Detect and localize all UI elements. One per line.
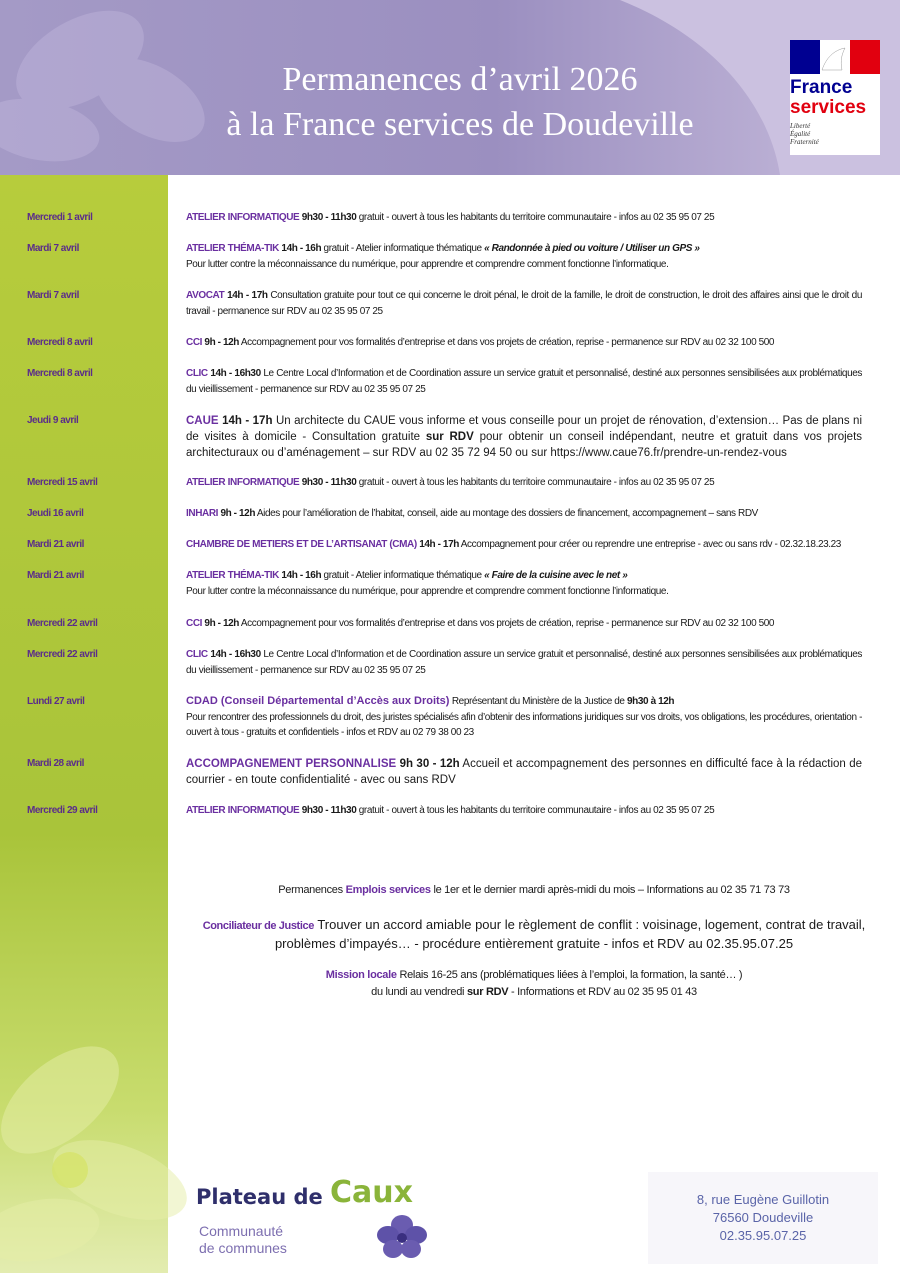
- emplois-prefix: Permanences: [278, 884, 343, 896]
- mission-locale-info: [168, 967, 900, 1001]
- schedule-org: ACCOMPAGNEMENT PERSONNALISE: [186, 758, 397, 770]
- motto-fraternite: Fraternité: [790, 138, 819, 146]
- logo-de-communes: de communes: [199, 1240, 287, 1256]
- schedule-org: ATELIER INFORMATIQUE: [186, 805, 300, 816]
- schedule-description: [186, 568, 862, 599]
- schedule-description: [186, 366, 862, 397]
- schedule-description: [186, 241, 862, 272]
- mission-line2-b: - Informations et RDV au 02 35 95 01 43: [511, 986, 697, 998]
- services-word: services: [790, 97, 867, 118]
- schedule-description: [186, 506, 862, 522]
- schedule-text: Accompagnement pour vos formalités d’entreprise et dans vos projets de création, reprise - permanence sur RDV au 02 32 100 500: [240, 337, 775, 348]
- schedule-time: 9h - 12h: [204, 337, 240, 348]
- schedule-text: Le Centre Local d’Information et de Coordination assure un service gratuit et personnalisé, destiné aux personnes sensibilisées aux problématiques du vieillissement - permanence sur RDV au 02 35 95 07 25: [186, 368, 862, 395]
- schedule-description: [186, 647, 862, 678]
- page-title-line2: à la France services de Doudeville: [226, 106, 694, 143]
- schedule-text: Aides pour l’amélioration de l’habitat, conseil, aide au montage des dossiers de financement, accompagnement – sans RDV: [256, 508, 758, 519]
- schedule-text: Accompagnement pour créer ou reprendre une entreprise - avec ou sans rdv - 02.32.18.23.23: [460, 539, 841, 550]
- schedule-time: 9h30 - 11h30: [301, 477, 357, 488]
- schedule-time: 14h - 16h30: [210, 368, 261, 379]
- schedule-time: 9h 30 - 12h: [399, 758, 460, 770]
- schedule-description: [186, 803, 862, 819]
- schedule-theme: « Faire de la cuisine avec le net »: [484, 570, 628, 581]
- schedule-org: ATELIER INFORMATIQUE: [186, 212, 300, 223]
- address-street: 8, rue Eugène Guillotin: [696, 1192, 830, 1207]
- logo-communaute: Communauté: [199, 1223, 284, 1239]
- schedule-date: Mercredi 1 avril: [27, 212, 93, 223]
- logo-plateau-de: Plateau de: [196, 1185, 323, 1209]
- schedule-theme: « Randonnée à pied ou voiture / Utiliser un GPS »: [484, 243, 700, 254]
- schedule-description: [186, 537, 862, 553]
- schedule-description: [186, 210, 862, 226]
- conciliateur-line2: problèmes d’impayés… - procédure entièrement gratuite - infos et RDV au 02.35.95.07.25: [274, 936, 794, 951]
- schedule-date: Mercredi 29 avril: [27, 805, 98, 816]
- schedule-text-continued: pour obtenir un conseil indépendant, neutre et gratuit dans vos projets architecturaux ou d’aménagement – sur RDV au 02 35 72 94 50 ou sur https://www.caue76.fr/prendre-un-rendez-vous: [186, 431, 863, 459]
- schedule-time: 14h - 16h30: [210, 649, 261, 660]
- republic-motto: [790, 122, 880, 146]
- schedule-date: Mardi 21 avril: [27, 539, 84, 550]
- schedule-date: Jeudi 9 avril: [27, 415, 79, 426]
- schedule-description: [186, 616, 862, 632]
- schedule-date: Mardi 7 avril: [27, 290, 79, 301]
- schedule-text: Accompagnement pour vos formalités d’entreprise et dans vos projets de création, reprise - permanence sur RDV au 02 32 100 500: [240, 618, 775, 629]
- schedule-org: CDAD (Conseil Départemental d’Accès aux Droits): [186, 695, 450, 707]
- emplois-org: Emplois services: [345, 884, 431, 896]
- schedule-text: gratuit - Atelier informatique thématique: [323, 243, 482, 254]
- mission-org: Mission locale: [325, 969, 397, 981]
- schedule-description: [186, 288, 862, 319]
- schedule-time: 14h - 17h: [222, 415, 273, 427]
- schedule-time: 14h - 16h: [281, 570, 322, 581]
- schedule-time: 9h30 - 11h30: [301, 805, 357, 816]
- schedule-text: gratuit - Atelier informatique thématique: [323, 570, 482, 581]
- schedule-org: CHAMBRE DE METIERS ET DE L’ARTISANAT (CMA): [186, 539, 417, 550]
- schedule-text: gratuit - ouvert à tous les habitants du territoire communautaire - infos au 02 35 95 07 25: [358, 477, 715, 488]
- schedule-line2: Pour lutter contre la méconnaissance du numérique, pour apprendre et comprendre comment fonctionne l’informatique.: [186, 585, 669, 597]
- schedule-description: [186, 335, 862, 351]
- schedule-date: Mardi 21 avril: [27, 570, 84, 581]
- schedule-time: 14h - 17h: [227, 290, 268, 301]
- france-word: France: [790, 77, 853, 98]
- france-services-logo: [790, 40, 880, 155]
- schedule-date: Mercredi 22 avril: [27, 649, 98, 660]
- schedule-org: CCI: [186, 337, 203, 348]
- schedule-org: ATELIER INFORMATIQUE: [186, 477, 300, 488]
- schedule-time: 14h - 16h: [281, 243, 322, 254]
- mission-line2-a: du lundi au vendredi: [371, 986, 465, 998]
- schedule-time: 9h - 12h: [220, 508, 256, 519]
- schedule-date: Mardi 28 avril: [27, 758, 84, 769]
- motto-egalite: Égalité: [790, 130, 811, 138]
- schedule-text: Consultation gratuite pour tout ce qui concerne le droit pénal, le droit de la famille, le droit de construction, le droit des affaires ainsi que le droit du travail - permanence sur RDV au 02 35 95 07 25: [186, 290, 862, 317]
- schedule-text: Un architecte du CAUE vous informe et vous conseille pour un projet de rénovation, d’extension… Pas de plans ni de visites à domicile - Consultation gratuite: [186, 415, 863, 443]
- schedule-date: Mercredi 8 avril: [27, 337, 93, 348]
- marianne-flag-icon: [790, 40, 880, 74]
- plateau-de-caux-logo: [196, 1175, 446, 1265]
- motto-liberte: Liberté: [790, 122, 811, 130]
- schedule-time: 9h30 à 12h: [627, 696, 675, 707]
- emplois-services-info: [168, 882, 900, 899]
- schedule-date: Mercredi 15 avril: [27, 477, 98, 488]
- schedule-org: ATELIER THÉMA-TIK: [186, 243, 280, 254]
- schedule-org: INHARI: [186, 508, 219, 519]
- schedule-date: Mercredi 8 avril: [27, 368, 93, 379]
- flax-flower-icon: [374, 1213, 430, 1259]
- schedule-date: Mercredi 22 avril: [27, 618, 98, 629]
- schedule-org: ATELIER THÉMA-TIK: [186, 570, 280, 581]
- schedule-text: gratuit - ouvert à tous les habitants du territoire communautaire - infos au 02 35 95 07 25: [358, 805, 715, 816]
- schedule-description: [186, 475, 862, 491]
- schedule-description: [186, 694, 862, 741]
- schedule-line2: Pour lutter contre la méconnaissance du numérique, pour apprendre et comprendre comment fonctionne l’informatique.: [186, 258, 669, 270]
- page-title-line1: Permanences d’avril 2026: [282, 61, 638, 98]
- schedule-org: CCI: [186, 618, 203, 629]
- schedule-date: Jeudi 16 avril: [27, 508, 84, 519]
- schedule-time: 9h - 12h: [204, 618, 240, 629]
- schedule-org: AVOCAT: [186, 290, 225, 301]
- schedule-text: Le Centre Local d’Information et de Coordination assure un service gratuit et personnalisé, destiné aux personnes sensibilisées aux problématiques du vieillissement - permanence sur RDV au 02 35 95 07 25: [186, 649, 862, 676]
- schedule-text: Accueil et accompagnement des personnes en difficulté face à la rédaction de courrier - en toute confidentialité - avec ou sans RDV: [186, 758, 863, 786]
- schedule-line2: Pour rencontrer des professionnels du droit, des juristes spécialisés afin d’obtenir des informations juridiques sur vos droits, vos obligations, les procédures, orientation - ouvert à tous - gratuits et confidentiels - infos et RDV au 02 79 38 00 23: [186, 711, 862, 738]
- schedule-strong: sur RDV: [425, 431, 474, 443]
- schedule-description: [186, 413, 862, 461]
- mission-line1: Relais 16-25 ans (problématiques liées à l’emploi, la formation, la santé… ): [399, 969, 743, 981]
- schedule-time: 9h30 - 11h30: [301, 212, 357, 223]
- conciliateur-line1: Trouver un accord amiable pour le règlement de conflit : voisinage, logement, contrat de travail,: [317, 917, 866, 932]
- mission-line2-strong: sur RDV: [466, 986, 509, 998]
- conciliateur-org: Conciliateur de Justice: [202, 920, 314, 932]
- logo-caux: Caux: [330, 1175, 413, 1210]
- schedule-description: [186, 756, 862, 788]
- schedule-org: CAUE: [186, 415, 219, 427]
- schedule-org: CLIC: [186, 649, 208, 660]
- schedule-text: gratuit - ouvert à tous les habitants du territoire communautaire - infos au 02 35 95 07 25: [358, 212, 715, 223]
- emplois-text: le 1er et le dernier mardi après-midi du mois – Informations au 02 35 71 73 73: [433, 884, 790, 896]
- schedule-date: Lundi 27 avril: [27, 696, 85, 707]
- address-city: 76560 Doudeville: [712, 1210, 814, 1225]
- address-phone: 02.35.95.07.25: [719, 1228, 807, 1243]
- conciliateur-info: [168, 916, 900, 953]
- schedule-org: CLIC: [186, 368, 208, 379]
- schedule-text: Représentant du Ministère de la Justice de: [451, 696, 625, 707]
- schedule-time: 14h - 17h: [419, 539, 459, 550]
- schedule-date: Mardi 7 avril: [27, 243, 79, 254]
